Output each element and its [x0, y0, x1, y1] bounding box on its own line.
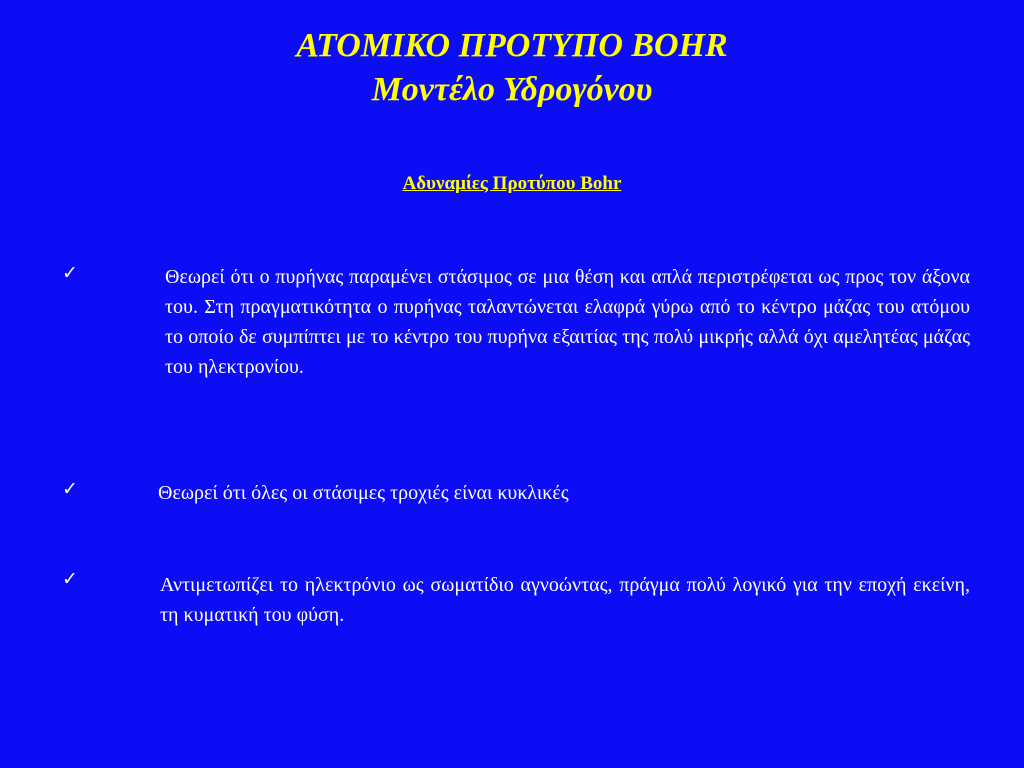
section-heading: Αδυναμίες Προτύπου Bohr — [402, 173, 622, 194]
bullet-text-2: Θεωρεί ότι όλες οι στάσιμες τροχιές είναι κυκλικές — [158, 482, 569, 504]
checkmark-icon: ✓ — [62, 262, 78, 284]
bullet-text-1: Θεωρεί ότι ο πυρήνας παραμένει στάσιμος σε μια θέση και απλά περιστρέφεται ως προς τον άξονα του. Στη πραγματικότητα ο πυρήνας ταλαντώνεται ελαφρά γύρω από το κέντρο μάζας του ατόμου το οποίο δε συμπίπτει με το κέντρο του πυρήνα εξαιτίας της πολύ μικρής αλλά όχι αμελητέας μάζας του ηλεκτρονίου. — [165, 266, 970, 378]
slide-title: ΑΤΟΜΙΚΟ ΠΡΟΤΥΠΟ BOHR — [296, 27, 728, 64]
checkmark-icon: ✓ — [62, 568, 78, 590]
bullet-text-3: Αντιμετωπίζει το ηλεκτρόνιο ως σωματίδιο αγνοώντας, πράγμα πολύ λογικό για την εποχή εκείνη, τη κυματική του φύση. — [160, 574, 970, 626]
slide-subtitle: Μοντέλο Υδρογόνου — [371, 71, 653, 108]
checkmark-icon: ✓ — [62, 478, 78, 500]
